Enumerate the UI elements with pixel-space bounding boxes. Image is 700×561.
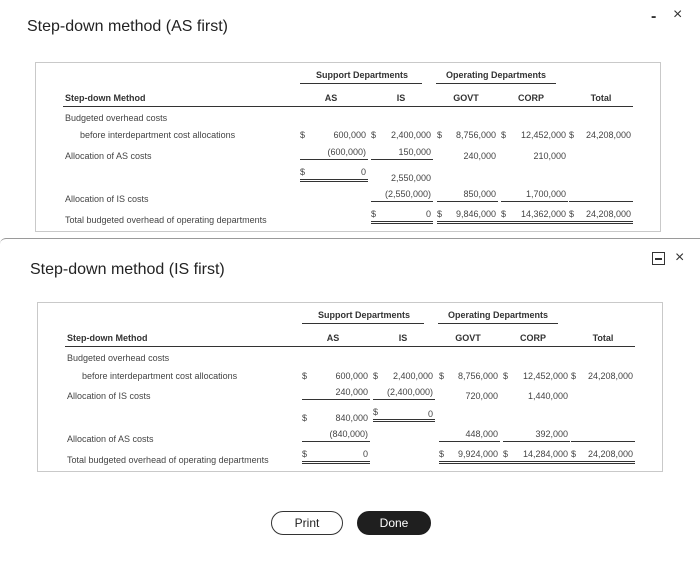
subtotal-line bbox=[302, 441, 370, 442]
cell-value: 850,000 bbox=[463, 189, 496, 199]
header-row-label: Step-down Method bbox=[67, 333, 148, 343]
subtotal-line bbox=[371, 201, 433, 202]
row-label: Total budgeted overhead of operating departments bbox=[65, 215, 267, 225]
header-is: IS bbox=[398, 333, 408, 343]
cell-value: 0 bbox=[362, 449, 368, 459]
cell-value: 12,452,000 bbox=[522, 371, 568, 381]
done-button[interactable]: Done bbox=[357, 511, 431, 535]
dollar-sign: $ bbox=[501, 130, 507, 140]
header-underline bbox=[300, 83, 422, 84]
cell-value: 0 bbox=[425, 209, 431, 219]
dollar-sign: $ bbox=[569, 130, 575, 140]
row-label: Budgeted overhead costs bbox=[67, 353, 170, 363]
double-underline bbox=[437, 221, 633, 222]
header-underline bbox=[65, 346, 635, 347]
cell-value: 0 bbox=[427, 409, 433, 419]
cell-value: 1,700,000 bbox=[525, 189, 566, 199]
cell-value: 0 bbox=[360, 167, 366, 177]
dollar-sign: $ bbox=[437, 209, 443, 219]
cell-value: 14,284,000 bbox=[522, 449, 568, 459]
double-underline bbox=[437, 223, 633, 224]
dollar-sign: $ bbox=[501, 209, 507, 219]
header-govt: GOVT bbox=[453, 93, 479, 103]
header-total: Total bbox=[590, 93, 612, 103]
panel-title: Step-down method (AS first) bbox=[27, 18, 228, 35]
header-underline bbox=[438, 323, 558, 324]
double-underline bbox=[302, 463, 370, 464]
cell-value: 448,000 bbox=[465, 429, 498, 439]
double-underline bbox=[371, 221, 433, 222]
subtotal-line bbox=[439, 441, 500, 442]
dollar-sign: $ bbox=[371, 130, 377, 140]
cell-value: (600,000) bbox=[327, 147, 366, 157]
dollar-sign: $ bbox=[503, 449, 509, 459]
double-underline bbox=[300, 181, 368, 182]
dollar-sign: $ bbox=[302, 413, 308, 423]
dollar-sign: $ bbox=[569, 209, 575, 219]
cell-value: 392,000 bbox=[535, 429, 568, 439]
cell-value: 240,000 bbox=[335, 387, 368, 397]
cell-value: 2,400,000 bbox=[390, 130, 431, 140]
header-operating-departments: Operating Departments bbox=[448, 310, 549, 320]
double-underline bbox=[371, 223, 433, 224]
step-down-table bbox=[35, 62, 661, 232]
cell-value: 600,000 bbox=[333, 130, 366, 140]
cell-value: 24,208,000 bbox=[587, 371, 633, 381]
header-as: AS bbox=[324, 93, 338, 103]
cell-value: (2,400,000) bbox=[386, 387, 433, 397]
header-underline bbox=[302, 323, 424, 324]
row-label: Budgeted overhead costs bbox=[65, 113, 168, 123]
dollar-sign: $ bbox=[439, 449, 445, 459]
cell-value: 24,208,000 bbox=[585, 130, 631, 140]
minimize-icon[interactable] bbox=[652, 252, 665, 265]
double-underline bbox=[439, 463, 635, 464]
subtotal-line bbox=[503, 441, 570, 442]
header-support-departments: Support Departments bbox=[318, 310, 411, 320]
subtotal-line bbox=[373, 399, 435, 400]
dollar-sign: $ bbox=[302, 449, 308, 459]
header-support-departments: Support Departments bbox=[316, 70, 409, 80]
subtotal-line bbox=[437, 201, 498, 202]
subtotal-line bbox=[501, 201, 568, 202]
cell-value: 840,000 bbox=[335, 413, 368, 423]
double-underline bbox=[373, 421, 435, 422]
dollar-sign: $ bbox=[571, 371, 577, 381]
cell-value: 12,452,000 bbox=[520, 130, 566, 140]
dollar-sign: $ bbox=[300, 130, 306, 140]
cell-value: 600,000 bbox=[335, 371, 368, 381]
close-icon[interactable]: × bbox=[673, 6, 683, 23]
cell-value: (840,000) bbox=[329, 429, 368, 439]
cell-value: 240,000 bbox=[463, 151, 496, 161]
cell-value: 9,846,000 bbox=[455, 209, 496, 219]
double-underline bbox=[302, 461, 370, 462]
header-row-label: Step-down Method bbox=[65, 93, 146, 103]
dollar-sign: $ bbox=[437, 130, 443, 140]
dollar-sign: $ bbox=[373, 371, 379, 381]
subtotal-line bbox=[569, 201, 633, 202]
row-label: before interdepartment cost allocations bbox=[82, 371, 238, 381]
double-underline bbox=[439, 461, 635, 462]
print-button[interactable]: Print bbox=[271, 511, 343, 535]
cell-value: 1,440,000 bbox=[527, 391, 568, 401]
double-underline bbox=[300, 179, 368, 180]
dollar-sign: $ bbox=[373, 407, 379, 417]
cell-value: 9,924,000 bbox=[457, 449, 498, 459]
panel-is-first bbox=[0, 238, 700, 561]
subtotal-line bbox=[371, 159, 433, 160]
cell-value: 14,362,000 bbox=[520, 209, 566, 219]
minimize-icon[interactable]: - bbox=[651, 8, 657, 25]
dollar-sign: $ bbox=[571, 449, 577, 459]
header-as: AS bbox=[326, 333, 340, 343]
cell-value: 2,550,000 bbox=[390, 173, 431, 183]
row-label: Allocation of AS costs bbox=[65, 151, 152, 161]
subtotal-line bbox=[571, 441, 635, 442]
cell-value: (2,550,000) bbox=[384, 189, 431, 199]
row-label: before interdepartment cost allocations bbox=[80, 130, 236, 140]
close-icon[interactable]: × bbox=[675, 249, 685, 266]
header-govt: GOVT bbox=[455, 333, 481, 343]
panel-title: Step-down method (IS first) bbox=[30, 261, 225, 278]
header-is: IS bbox=[396, 93, 406, 103]
cell-value: 210,000 bbox=[533, 151, 566, 161]
cell-value: 8,756,000 bbox=[457, 371, 498, 381]
header-underline bbox=[63, 106, 633, 107]
cell-value: 720,000 bbox=[465, 391, 498, 401]
step-down-table bbox=[37, 302, 663, 472]
cell-value: 150,000 bbox=[398, 147, 431, 157]
header-total: Total bbox=[592, 333, 614, 343]
dollar-sign: $ bbox=[371, 209, 377, 219]
row-label: Allocation of IS costs bbox=[65, 194, 149, 204]
cell-value: 2,400,000 bbox=[392, 371, 433, 381]
cell-value: 8,756,000 bbox=[455, 130, 496, 140]
panel-as-first bbox=[0, 0, 700, 238]
row-label: Allocation of IS costs bbox=[67, 391, 151, 401]
header-corp: CORP bbox=[517, 93, 544, 103]
dollar-sign: $ bbox=[439, 371, 445, 381]
cell-value: 24,208,000 bbox=[585, 209, 631, 219]
header-corp: CORP bbox=[519, 333, 546, 343]
subtotal-line bbox=[302, 399, 370, 400]
subtotal-line bbox=[300, 159, 368, 160]
row-label: Total budgeted overhead of operating departments bbox=[67, 455, 269, 465]
dollar-sign: $ bbox=[302, 371, 308, 381]
dollar-sign: $ bbox=[503, 371, 509, 381]
header-underline bbox=[436, 83, 556, 84]
row-label: Allocation of AS costs bbox=[67, 434, 154, 444]
cell-value: 24,208,000 bbox=[587, 449, 633, 459]
dollar-sign: $ bbox=[300, 167, 306, 177]
double-underline bbox=[373, 419, 435, 420]
header-operating-departments: Operating Departments bbox=[446, 70, 547, 80]
